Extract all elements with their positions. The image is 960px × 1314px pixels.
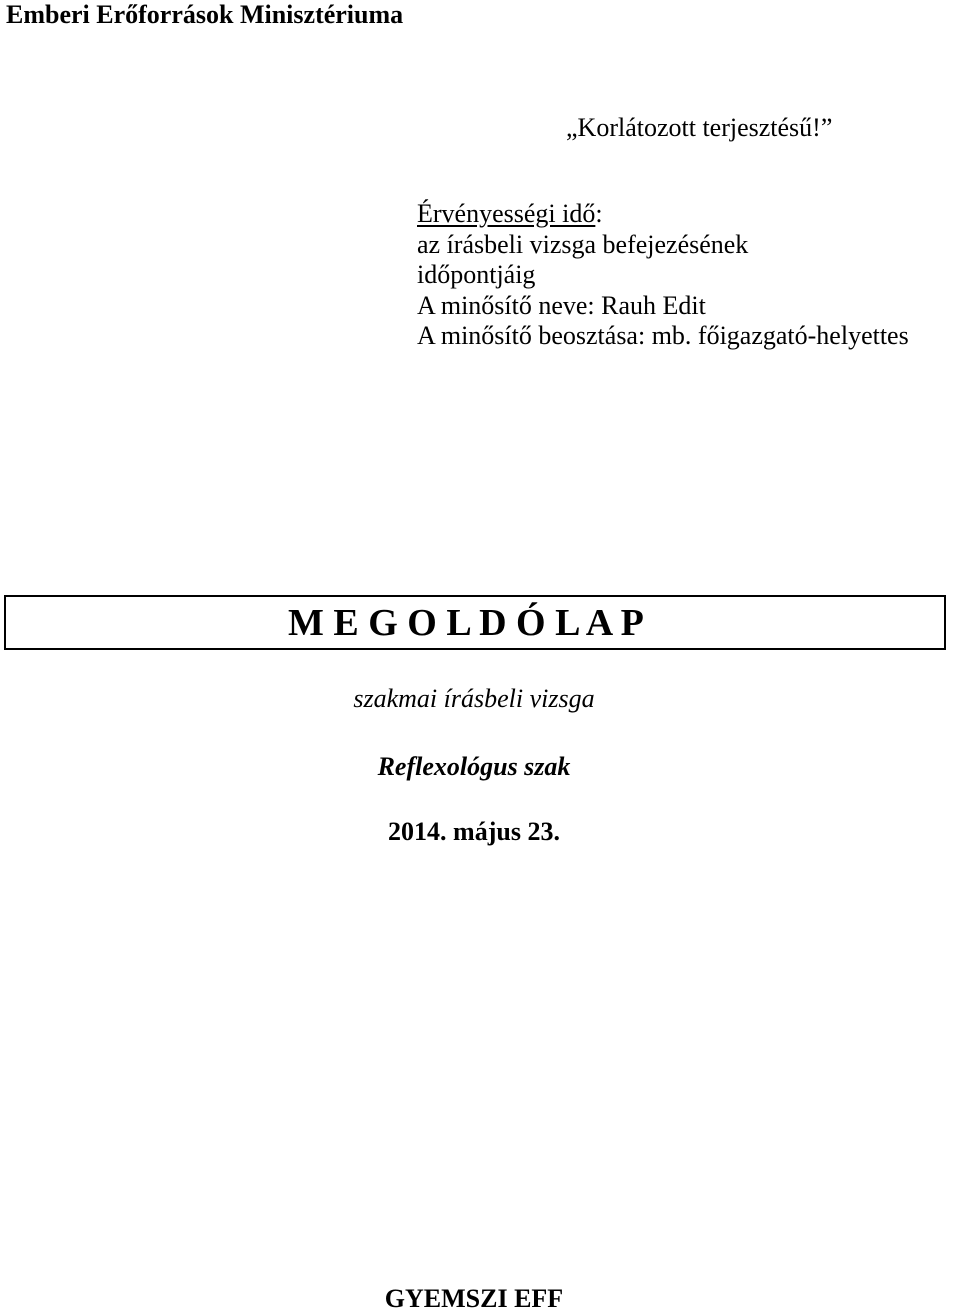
document-title: M E G O L D Ó L A P [288,602,644,644]
validity-label-suffix: : [595,199,603,228]
validity-block [417,199,909,352]
exam-type: szakmai írásbeli vizsga [353,684,595,713]
validity-line-1: az írásbeli vizsga befejezésének [417,229,749,259]
classifier-position: A minősítő beosztása: mb. főigazgató-helyettes [417,321,909,350]
footer-organization: GYEMSZI EFF [384,1284,564,1313]
title-box [4,595,946,650]
ministry-name: Emberi Erőforrások Minisztériuma [6,0,404,29]
validity-line-2: időpontjáig [417,260,536,289]
classifier-name: A minősítő neve: Rauh Edit [417,290,706,320]
validity-label-line [417,199,909,230]
validity-label: Érvényességi idő [417,199,596,228]
restricted-distribution-notice: „Korlátozott terjesztésű!” [566,113,833,142]
exam-date: 2014. május 23. [388,817,560,846]
profession-name: Reflexológus szak [377,752,571,781]
